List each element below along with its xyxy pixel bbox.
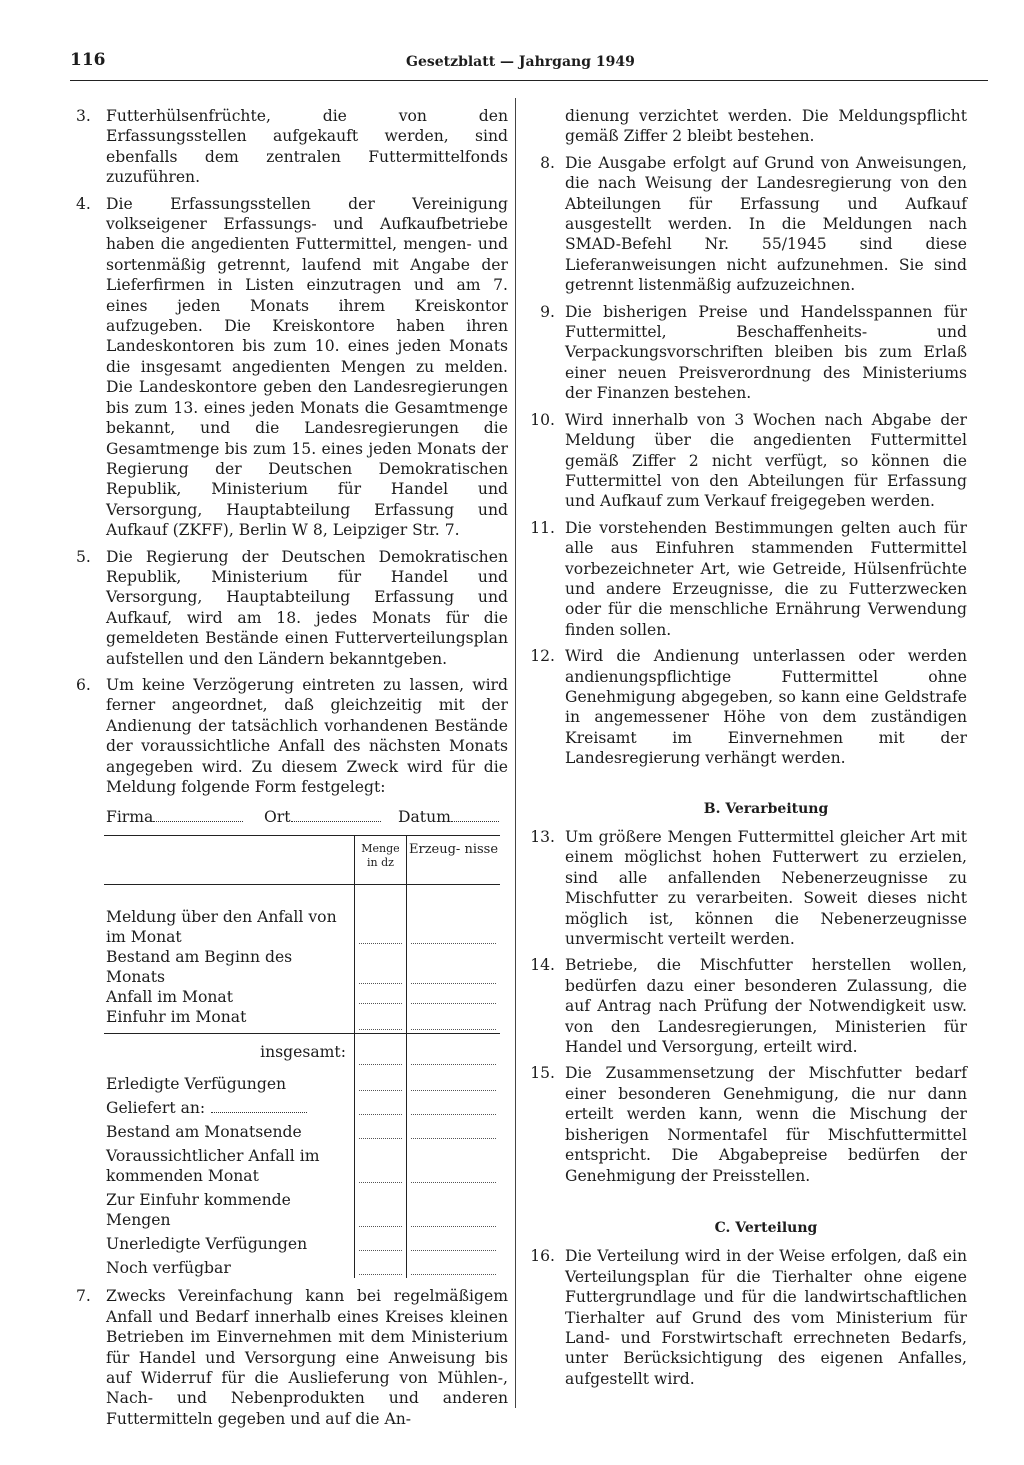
- table-row: [104, 987, 500, 1007]
- item-text: Zwecks Vereinfachung kann bei regelmäßigem Anfall und Bedarf innerhalb eines Kreises kleinen Betrieben im Einvernehmen mit dem Ministerium für Handel und Versorgung eine Anweisung bis auf Widerruf für die Auslieferung von Mühlen-, Nach- und Nebenprodukten und anderen Futtermitteln gegeben und auf die An-: [106, 1287, 508, 1428]
- item-text: Wird die Andienung unterlassen oder werden andienungspflichtige Futtermittel ohne Genehmigung abgegeben, so kann eine Geldstrafe in angemessener Höhe von dem zuständigen Kreisamt im Einvernehmen mit der Landesregierung verhängt werden.: [565, 647, 967, 768]
- form-row-label: Bestand am Beginn des Monats: [106, 948, 293, 987]
- item-number: 16.: [530, 1247, 555, 1266]
- list-item: [76, 675, 508, 797]
- form-row-label: Einfuhr im Monat: [106, 1008, 247, 1027]
- list-item: [525, 1063, 967, 1185]
- list-item: [525, 518, 967, 640]
- table-row: [104, 947, 500, 987]
- form-ort: [264, 807, 291, 827]
- page-title: Gesetzblatt — Jahrgang 1949: [406, 54, 635, 70]
- right-column: [525, 106, 967, 1395]
- table-row-total: [104, 1034, 500, 1069]
- item-text: Die vorstehenden Bestimmungen gelten auch für alle aus Einfuhren stammenden Futtermittel vorbezeichneter Art, wie Getreide, Hülsenfrüchte und andere Erzeugnisse, die zu Futterzwecken oder für die menschliche Ernährung Verwendung finden sollen.: [565, 518, 967, 639]
- item-text: Die Ausgabe erfolgt auf Grund von Anweisungen, die nach Weisung der Landesregierung von den Abteilungen für Erfassung und Aufkauf ausgestellt werden. In die Meldungen nach SMAD-Befehl Nr. 55/1945 sind diese Lieferanweisungen nicht aufzunehmen. Sie sind getrennt listenmäßig aufzuzeichnen.: [565, 153, 967, 295]
- section-heading-b: B. Verarbeitung: [703, 800, 829, 817]
- form-header-line: [106, 807, 508, 829]
- item-text: Um größere Mengen Futtermittel gleicher Art mit einem möglichst hohen Futterwert zu erzielen, sind alle anfallenden Nebenerzeugnisse zu Mischfutter zu verarbeiten. Soweit dieses nicht möglich ist, können die Nebenerzeugnisse unvermischt verteilt werden.: [565, 828, 967, 949]
- item-number: 14.: [530, 956, 555, 975]
- item-text: Die Verteilung wird in der Weise erfolgen, daß ein Verteilungsplan für die Tierhalter ohne eigene Futtergrundlage und für die landwirtschaftlichen Tierhalter auf Grund des vom Ministerium für Land- und Forstwirtschaft errechneten Bedarfs, unter Berücksichtigung des eigenen Anfalles, aufgestellt wird.: [565, 1247, 967, 1388]
- item-text: Die Erfassungsstellen der Vereinigung volkseigener Erfassungs- und Aufkaufbetriebe haben die angedienten Futtermittel, mengen- und sortenmäßig getrennt, laufend mit Angabe der Lieferfirmen in Listen einzutragen und am 7. eines jeden Monats ihrem Kreiskontor aufzugeben. Die Kreiskontore haben ihren Landeskontoren bis zum 10. eines jeden Monats die insgesamt angedienten Mengen zu melden. Die Landeskontore geben den Landesregierungen bis zum 13. eines jeden Monats die Gesamtmenge bekannt, und die Landesregierungen die Gesamtmenge bis zum 15. eines jeden Monats der Regierung der Deutschen Demokratischen Republik, Ministerium für Handel und Versorgung, Hauptabteilung Erfassung und Aufkauf (ZKFF), Berlin W 8, Leipziger Str. 7.: [106, 194, 508, 540]
- table-row: [104, 907, 500, 947]
- item-text: Futterhülsenfrüchte, die von den Erfassungsstellen aufgekauft werden, sind ebenfalls dem zentralen Futtermittelfonds zuzuführen.: [106, 107, 508, 187]
- form-row-label: Geliefert an:: [106, 1099, 206, 1118]
- item-number: 9.: [540, 302, 555, 321]
- list-item: [525, 302, 967, 404]
- form-row-label: Zur Einfuhr kommende Mengen: [106, 1191, 291, 1230]
- item-number: 7.: [76, 1287, 91, 1306]
- table-row: [104, 1186, 500, 1230]
- item-number: 5.: [76, 547, 91, 566]
- left-column: [76, 106, 508, 1435]
- list-item: [525, 827, 967, 949]
- list-item: [525, 410, 967, 512]
- item-number: 12.: [530, 647, 555, 666]
- form-row-label: Bestand am Monatsende: [106, 1123, 302, 1142]
- report-form-table: [104, 835, 500, 1278]
- form-row-label: Voraussichtlicher Anfall im kommenden Monat: [106, 1147, 320, 1186]
- item-text: Betriebe, die Mischfutter herstellen wollen, bedürfen dazu einer besonderen Zulassung, die auf Antrag nach Prüfung der Notwendigkeit usw. von den Landesregierungen, Ministerien für Handel und Versorgung, erteilt wird.: [565, 956, 967, 1057]
- form-datum: [398, 807, 451, 827]
- table-row: [104, 1068, 500, 1094]
- item-number: 8.: [540, 153, 555, 172]
- section-heading-c: C. Verteilung: [714, 1219, 818, 1236]
- page-header: [70, 50, 988, 81]
- form-row-label: Anfall im Monat: [106, 988, 233, 1007]
- item-text: Die bisherigen Preise und Handelsspannen für Futtermittel, Beschaffenheits- und Verpackungsvorschriften bleiben bis zum Erlaß einer neuen Preisverordnung des Ministeriums der Finanzen bestehen.: [565, 302, 967, 403]
- item-text: Wird innerhalb von 3 Wochen nach Abgabe der Meldung über die angedienten Futtermittel gemäß Ziffer 2 nicht verfügt, so können die Futtermittel von den Abteilungen für Erfassung und Aufkauf zum Verkauf freigegeben werden.: [565, 410, 967, 511]
- list-item: [525, 646, 967, 768]
- item-number: 11.: [530, 518, 555, 537]
- table-row: [104, 1142, 500, 1186]
- form-col-label: [104, 836, 354, 885]
- table-row: [104, 1007, 500, 1034]
- form-row-label: Meldung über den Anfall von im Monat: [106, 908, 337, 947]
- table-row: [104, 1254, 500, 1278]
- item-number: 10.: [530, 410, 555, 429]
- form-col-menge: Menge in dz: [354, 836, 406, 885]
- form-col-erzeugnisse: Erzeug- nisse: [407, 836, 500, 885]
- list-item: [525, 1246, 967, 1389]
- list-item: [76, 547, 508, 669]
- continuation-text: dienung verzichtet werden. Die Meldungspflicht gemäß Ziffer 2 bleibt bestehen.: [565, 107, 967, 146]
- table-row: [104, 1118, 500, 1142]
- list-item: [525, 955, 967, 1057]
- form-ort-label: Ort: [264, 808, 291, 827]
- form-firma: [106, 807, 153, 827]
- form-firma-label: Firma: [106, 808, 154, 827]
- form-row-label: Noch verfügbar: [106, 1259, 231, 1278]
- form-datum-label: Datum: [398, 808, 451, 827]
- item-number: 3.: [76, 107, 91, 125]
- table-row: [104, 1230, 500, 1254]
- list-item: [76, 194, 508, 541]
- item-number: 13.: [530, 828, 555, 846]
- page-number: 116: [70, 50, 106, 70]
- list-item: [525, 153, 967, 296]
- item-text: Um keine Verzögerung eintreten zu lassen, wird ferner angeordnet, daß gleichzeitig mit der Andienung der tatsächlich vorhandenen Bestände der voraussichtliche Anfall des nächsten Monats angegeben wird. Zu diesem Zweck wird für die Meldung folgende Form festgelegt:: [106, 675, 508, 796]
- item-text: Die Regierung der Deutschen Demokratischen Republik, Ministerium für Handel und Versorgung, Hauptabteilung Erfassung und Aufkauf, wird am 18. jedes Monats für die gemeldeten Bestände einen Futterverteilungsplan aufstellen und den Ländern bekanntgeben.: [106, 547, 508, 668]
- form-row-label: Erledigte Verfügungen: [106, 1075, 287, 1094]
- item-text: Die Zusammensetzung der Mischfutter bedarf einer besonderen Genehmigung, die nur dann erteilt werden kann, wenn die Mischung der bisherigen Normentafel für Mischfuttermittel entspricht. Die Abgabepreise bedürfen der Genehmigung der Preisstellen.: [565, 1064, 967, 1185]
- column-divider: [515, 98, 516, 1408]
- item-number: 4.: [76, 194, 91, 213]
- list-item: [76, 1286, 508, 1429]
- table-row: [104, 1094, 500, 1118]
- item-number: 6.: [76, 675, 91, 694]
- item-number: 15.: [530, 1064, 555, 1083]
- list-item: [76, 106, 508, 188]
- form-total-label: insgesamt:: [260, 1043, 346, 1062]
- form-row-label: Unerledigte Verfügungen: [106, 1235, 308, 1254]
